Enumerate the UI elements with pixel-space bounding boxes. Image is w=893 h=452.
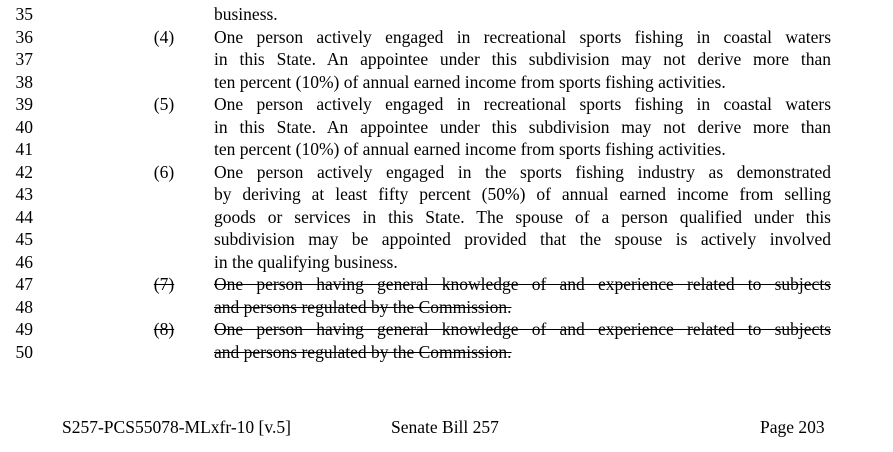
- line-text: in the qualifying business.: [214, 251, 398, 272]
- line-text: by deriving at least fifty percent (50%) of annual earned income from selling: [214, 184, 831, 204]
- line-number: 42: [15, 161, 33, 182]
- page-footer: [0, 415, 893, 439]
- deleted-text-line: and persons regulated by the Commission.: [214, 296, 512, 317]
- line-number: 43: [15, 184, 33, 204]
- bill-line: [0, 296, 893, 319]
- line-number: 46: [15, 251, 33, 272]
- line-number: 40: [15, 116, 33, 137]
- bill-line: [0, 93, 893, 116]
- line-text: One person actively engaged in recreational sports fishing in coastal waters: [214, 26, 831, 47]
- subdivision-marker: (4): [153, 26, 175, 47]
- line-number: 49: [15, 319, 33, 339]
- deleted-text-line: and persons regulated by the Commission.: [214, 341, 512, 362]
- line-number: 50: [15, 341, 33, 362]
- bill-line: [0, 273, 893, 296]
- subdivision-marker: (7): [153, 274, 175, 294]
- line-text: subdivision may be appointed provided that the spouse is actively involved: [214, 229, 831, 249]
- subdivision-marker: (8): [153, 319, 175, 339]
- line-number: 38: [15, 71, 33, 92]
- line-number: 41: [15, 139, 33, 159]
- bill-line: [0, 48, 893, 71]
- line-text: ten percent (10%) of annual earned income from sports fishing activities.: [214, 139, 726, 159]
- bill-line: [0, 183, 893, 206]
- line-number: 39: [15, 94, 33, 114]
- deleted-text-line: One person having general knowledge of and experience related to subjects: [214, 274, 831, 294]
- bill-line: [0, 228, 893, 251]
- line-number: 44: [15, 206, 33, 227]
- footer-page-number: Page 203: [760, 417, 825, 437]
- line-number: 36: [15, 26, 33, 47]
- bill-line: [0, 26, 893, 49]
- bill-line: [0, 341, 893, 364]
- line-number: 48: [15, 296, 33, 317]
- line-number: 37: [15, 49, 33, 69]
- bill-line: [0, 318, 893, 341]
- bill-line: [0, 71, 893, 94]
- line-number: 47: [15, 274, 33, 294]
- subdivision-marker: (6): [153, 161, 175, 182]
- bill-line: [0, 251, 893, 274]
- line-number: 35: [15, 4, 33, 24]
- footer-document-id: S257-PCS55078-MLxfr-10 [v.5]: [62, 417, 291, 437]
- bill-line: [0, 138, 893, 161]
- deleted-text-line: One person having general knowledge of and experience related to subjects: [214, 319, 831, 339]
- line-text: One person actively engaged in recreational sports fishing in coastal waters: [214, 94, 831, 114]
- line-text: One person actively engaged in the sports fishing industry as demonstrated: [214, 161, 831, 182]
- line-text: goods or services in this State. The spouse of a person qualified under this: [214, 206, 831, 227]
- subdivision-marker: (5): [153, 94, 175, 114]
- line-text: business.: [214, 4, 278, 24]
- bill-line: [0, 206, 893, 229]
- line-text: in this State. An appointee under this subdivision may not derive more than: [214, 116, 831, 137]
- bill-line: [0, 116, 893, 139]
- bill-line: [0, 3, 893, 26]
- footer-bill-name: Senate Bill 257: [391, 417, 499, 437]
- line-text: ten percent (10%) of annual earned income from sports fishing activities.: [214, 71, 726, 92]
- bill-line: [0, 161, 893, 184]
- line-text: in this State. An appointee under this subdivision may not derive more than: [214, 49, 831, 69]
- line-number: 45: [15, 229, 33, 249]
